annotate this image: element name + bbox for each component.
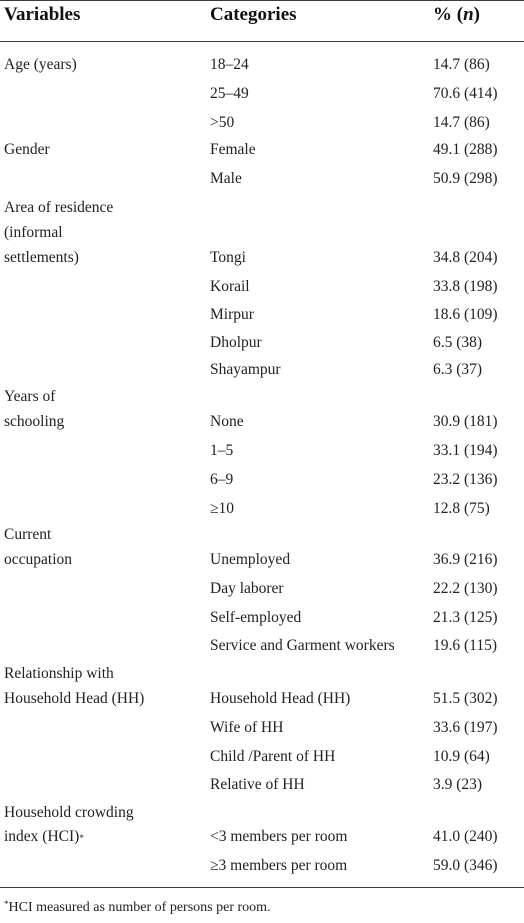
crowding-label-text: index (HCI) [4,828,80,845]
variable-age: Age (years) [4,56,77,73]
category-cell: 18–24 [210,56,249,73]
percent-cell: 49.1 (288) [433,141,498,158]
percent-cell: 21.3 (125) [433,609,498,626]
column-header-variables: Variables [4,4,81,25]
percent-cell: 51.5 (302) [433,690,498,707]
category-cell: Household Head (HH) [210,690,351,707]
category-cell: Service and Garment workers [210,637,395,654]
column-header-percent [433,4,480,26]
table-bottom-rule [0,887,524,888]
category-cell: Day laborer [210,580,284,597]
percent-cell: 41.0 (240) [433,828,498,845]
category-cell: Male [210,170,242,187]
variable-crowding-line2 [4,824,84,850]
percent-cell: 59.0 (346) [433,857,498,874]
category-cell: <3 members per room [210,828,348,845]
percent-cell: 33.8 (198) [433,278,498,295]
variable-relationship-line1: Relationship with [4,665,114,682]
percent-cell: 19.6 (115) [433,637,497,654]
percent-cell: 34.8 (204) [433,249,498,266]
category-cell: >50 [210,114,235,131]
category-cell: ≥10 [210,500,235,517]
variable-schooling-line1: Years of [4,388,56,405]
percent-close: ) [473,4,480,25]
n-symbol: n [463,4,474,25]
category-cell: Self-employed [210,609,302,626]
percent-cell: 14.7 (86) [433,56,490,73]
category-cell: 6–9 [210,471,234,488]
category-cell: ≥3 members per room [210,857,348,874]
column-header-categories: Categories [210,4,297,25]
percent-symbol: % ( [433,4,464,25]
category-cell: Tongi [210,249,246,266]
footnote-marker: * [4,899,9,909]
percent-cell: 6.3 (37) [433,361,483,378]
variable-relationship-line2: Household Head (HH) [4,690,145,707]
category-cell: Shayampur [210,361,281,378]
table-footnote [4,900,271,916]
variable-occupation-line1: Current [4,526,52,543]
percent-cell: 30.9 (181) [433,413,498,430]
percent-cell: 18.6 (109) [433,306,498,323]
category-cell: Unemployed [210,551,291,568]
category-cell: 1–5 [210,442,234,459]
variable-gender: Gender [4,141,50,158]
variable-area-line2: (informal [4,224,63,241]
percent-cell: 33.6 (197) [433,719,498,736]
percent-cell: 50.9 (298) [433,170,498,187]
percent-cell: 12.8 (75) [433,500,490,517]
percent-cell: 22.2 (130) [433,580,498,597]
footnote-text: HCI measured as number of persons per room. [8,900,271,915]
category-cell: Child /Parent of HH [210,748,336,765]
category-cell: Mirpur [210,306,254,323]
percent-cell: 36.9 (216) [433,551,498,568]
variable-schooling-line2: schooling [4,413,65,430]
footnote-marker: * [79,833,84,843]
percent-cell: 3.9 (23) [433,776,483,793]
category-cell: 25–49 [210,85,249,102]
percent-cell: 23.2 (136) [433,471,498,488]
category-cell: Wife of HH [210,719,284,736]
category-cell: None [210,413,244,430]
percent-cell: 33.1 (194) [433,442,498,459]
category-cell: Dholpur [210,334,262,351]
category-cell: Korail [210,278,250,295]
percent-cell: 70.6 (414) [433,85,498,102]
percent-cell: 14.7 (86) [433,114,490,131]
variable-crowding-line1: Household crowding [4,804,134,821]
category-cell: Relative of HH [210,776,305,793]
variable-area-line3: settlements) [4,249,79,266]
table-top-rule [0,0,524,1]
variable-area-line1: Area of residence [4,199,114,216]
variable-occupation-line2: occupation [4,551,73,568]
header-bottom-rule [0,41,524,42]
percent-cell: 6.5 (38) [433,334,483,351]
percent-cell: 10.9 (64) [433,748,490,765]
category-cell: Female [210,141,256,158]
